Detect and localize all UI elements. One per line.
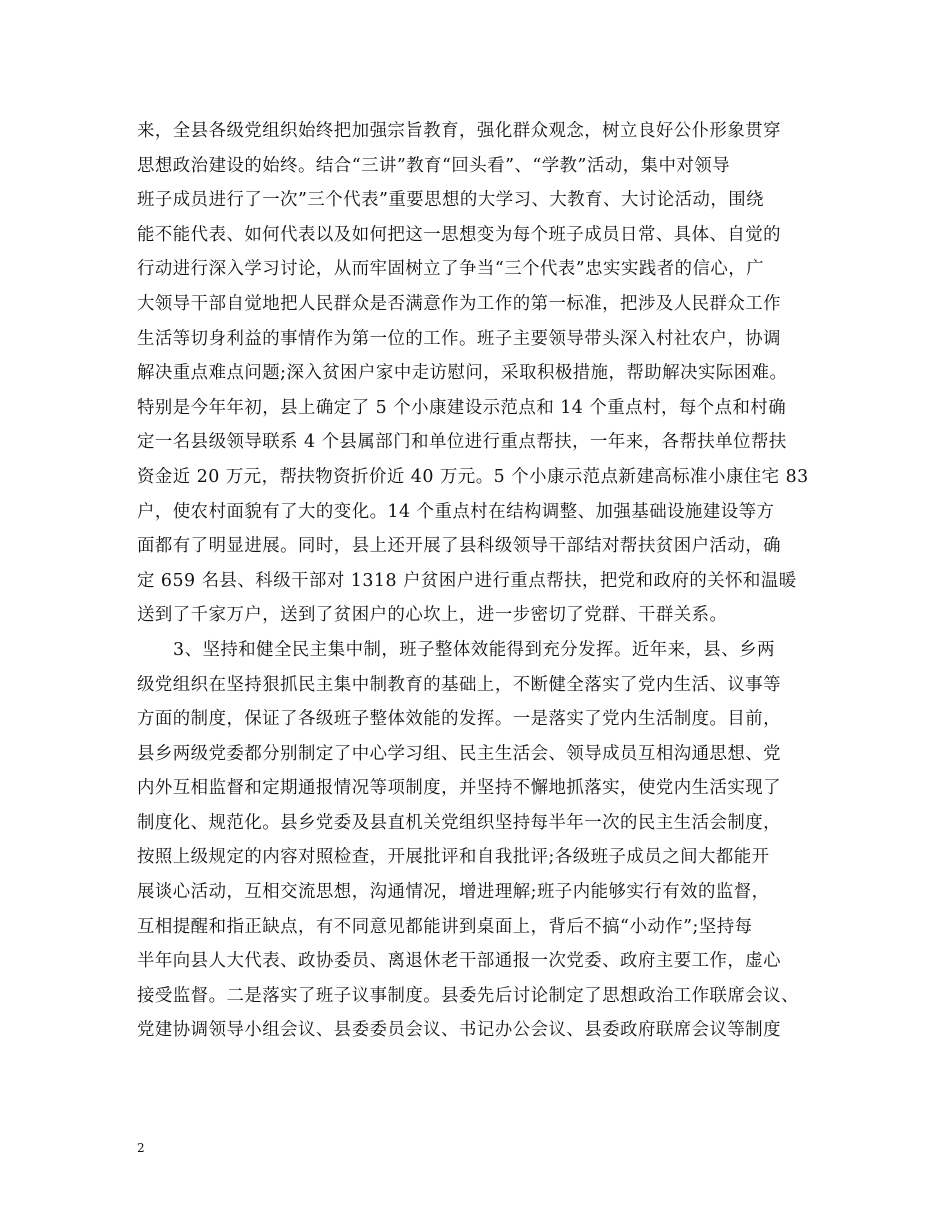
text-line: 党建协调领导小组会议、县委委员会议、书记办公会议、县委政府联席会议等制度 [137, 1020, 782, 1041]
page-number: 2 [137, 1141, 145, 1155]
text-line: 方面的制度，保证了各级班子整体效能的发挥。一是落实了党内生活制度。目前， [137, 709, 782, 730]
text-line: 能不能代表、如何代表以及如何把这一思想变为每个班子成员日常、具体、自觉的 [137, 224, 782, 245]
text-line: 展谈心活动，互相交流思想，沟通情况，增进理解;班子内能够实行有效的监督， [137, 882, 770, 903]
text-line: 大领导干部自觉地把人民群众是否满意作为工作的第一标准，把涉及人民群众工作 [137, 293, 782, 314]
text-line: 面都有了明显进展。同时，县上还开展了县科级领导干部结对帮扶贫困户活动，确 [137, 536, 782, 557]
text-line: 按照上级规定的内容对照检查，开展批评和自我批评;各级班子成员之间大都能开 [137, 847, 770, 868]
text-line: 互相提醒和指正缺点，有不同意见都能讲到桌面上，背后不搞“小动作”;坚持每 [137, 916, 753, 937]
text-line: 内外互相监督和定期通报情况等项制度，并坚持不懈地抓落实，使党内生活实现了 [137, 778, 782, 799]
text-line: 送到了千家万户，送到了贫困户的心坎上，进一步密切了党群、干群关系。 [137, 605, 728, 626]
text-line: 来，全县各级党组织始终把加强宗旨教育，强化群众观念，树立良好公仆形象贯穿 [137, 121, 782, 141]
text-line: 行动进行深入学习讨论，从而牢固树立了争当“三个代表”忠实实践者的信心，广 [137, 259, 765, 280]
text-line: 定一名县级领导联系 4 个县属部门和单位进行重点帮扶，一年来，各帮扶单位帮扶 [137, 432, 787, 453]
text-line: 特别是今年年初，县上确定了 5 个小康建设示范点和 14 个重点村，每个点和村确 [137, 397, 787, 418]
text-line: 县乡两级党委都分别制定了中心学习组、民主生活会、领导成员互相沟通思想、党 [137, 743, 782, 764]
text-line: 思想政治建设的始终。结合“三讲”教育“回头看”、“学教”活动，集中对领导 [137, 155, 731, 176]
text-line: 生活等切身利益的事情作为第一位的工作。班子主要领导带头深入村社农户，协调 [137, 328, 782, 349]
paragraph-start-line: 3、坚持和健全民主集中制，班子整体效能得到充分发挥。近年来，县、乡两 [173, 639, 775, 660]
text-line: 解决重点难点问题;深入贫困户家中走访慰问，采取积极措施，帮助解决实际困难。 [137, 363, 788, 384]
body-text [137, 114, 827, 1048]
text-line: 半年向县人大代表、政协委员、离退休老干部通报一次党委、政府主要工作，虚心 [137, 951, 782, 972]
text-line: 户，使农村面貌有了大的变化。14 个重点村在结构调整、加强基础设施建设等方 [137, 501, 775, 522]
text-line: 定 659 名县、科级干部对 1318 户贫困户进行重点帮扶，把党和政府的关怀和温暖 [137, 570, 797, 591]
text-line: 资金近 20 万元，帮扶物资折价近 40 万元。5 个小康示范点新建高标准小康住宅 83 [137, 466, 809, 487]
text-line: 接受监督。二是落实了班子议事制度。县委先后讨论制定了思想政治工作联席会议、 [137, 985, 799, 1006]
text-line: 级党组织在坚持狠抓民主集中制教育的基础上，不断健全落实了党内生活、议事等 [137, 674, 782, 695]
text-line: 制度化、规范化。县乡党委及县直机关党组织坚持每半年一次的民主生活会制度， [137, 812, 782, 833]
text-line: 班子成员进行了一次”三个代表”重要思想的大学习、大教育、大讨论活动，围绕 [137, 190, 765, 211]
